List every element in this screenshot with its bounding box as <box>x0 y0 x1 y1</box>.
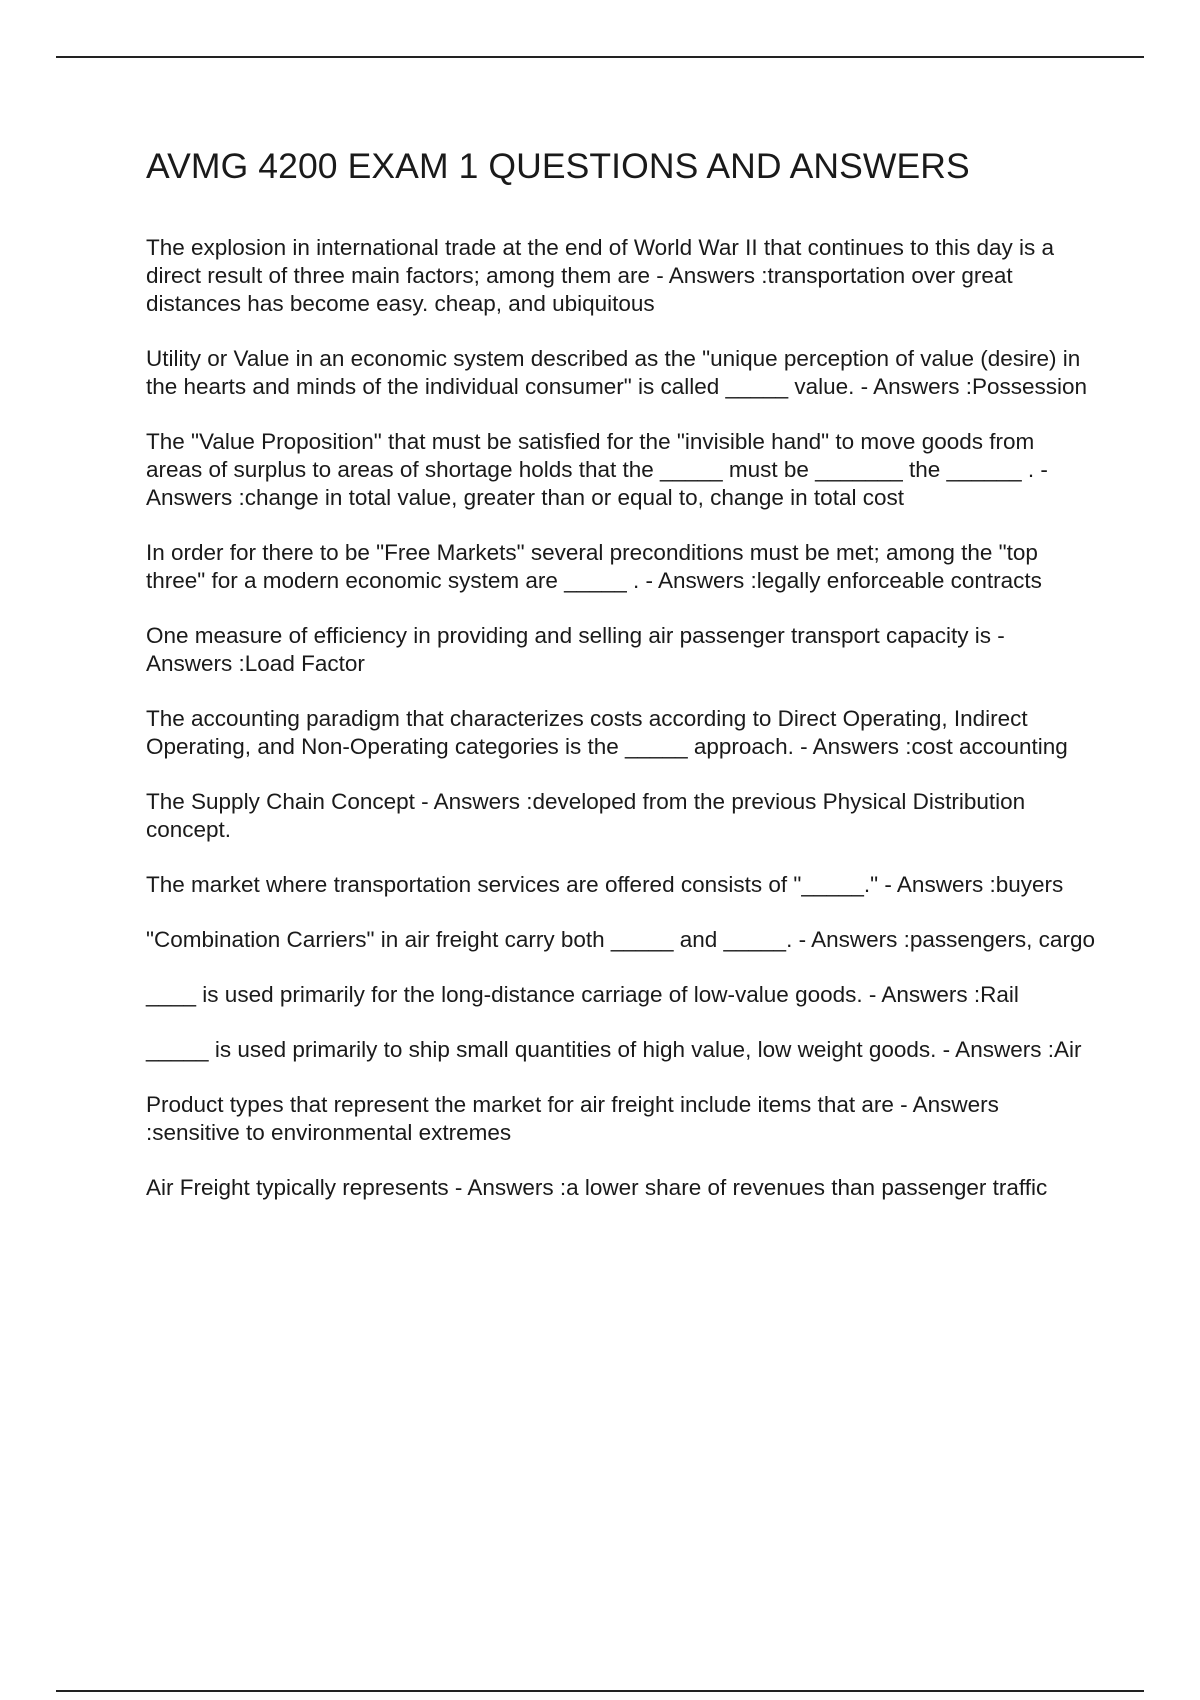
bottom-divider <box>56 1690 1144 1692</box>
qa-item-11: _____ is used primarily to ship small quantities of high value, low weight goods. - Answers :Air <box>146 1037 1082 1062</box>
qa-item-3: The "Value Proposition" that must be satisfied for the "invisible hand" to move goods from areas of surplus to areas of shortage holds that the _____ must be _______ the ______ . - Answers :change in total value, greater than or equal to, change in total cost <box>146 429 1048 510</box>
document-body <box>146 142 1096 1229</box>
qa-item-8: The market where transportation services are offered consists of "_____." - Answers :buyers <box>146 872 1064 897</box>
qa-item-5: One measure of efficiency in providing and selling air passenger transport capacity is - Answers :Load Factor <box>146 623 1005 676</box>
top-divider <box>56 56 1144 58</box>
qa-item-10: ____ is used primarily for the long-distance carriage of low-value goods. - Answers :Rail <box>146 982 1019 1007</box>
qa-item-12: Product types that represent the market for air freight include items that are - Answers :sensitive to environmental extremes <box>146 1092 999 1145</box>
qa-item-2: Utility or Value in an economic system described as the "unique perception of value (desire) in the hearts and minds of the individual consumer" is called _____ value. - Answers :Possession <box>146 346 1088 399</box>
qa-item-1: The explosion in international trade at the end of World War II that continues to this day is a direct result of three main factors; among them are - Answers :transportation over great distances has become easy. cheap, and ubiquitous <box>146 235 1055 316</box>
document-title: AVMG 4200 EXAM 1 QUESTIONS AND ANSWERS <box>146 146 970 186</box>
qa-item-7: The Supply Chain Concept - Answers :developed from the previous Physical Distribution concept. <box>146 789 1026 842</box>
qa-item-13: Air Freight typically represents - Answers :a lower share of revenues than passenger traffic <box>146 1175 1048 1200</box>
qa-item-4: In order for there to be "Free Markets" several preconditions must be met; among the "top three" for a modern economic system are _____ . - Answers :legally enforceable contracts <box>146 540 1042 593</box>
qa-item-9: "Combination Carriers" in air freight carry both _____ and _____. - Answers :passengers, cargo <box>146 927 1095 952</box>
qa-item-6: The accounting paradigm that characterizes costs according to Direct Operating, Indirect Operating, and Non-Operating categories is the _____ approach. - Answers :cost accounting <box>146 706 1068 759</box>
